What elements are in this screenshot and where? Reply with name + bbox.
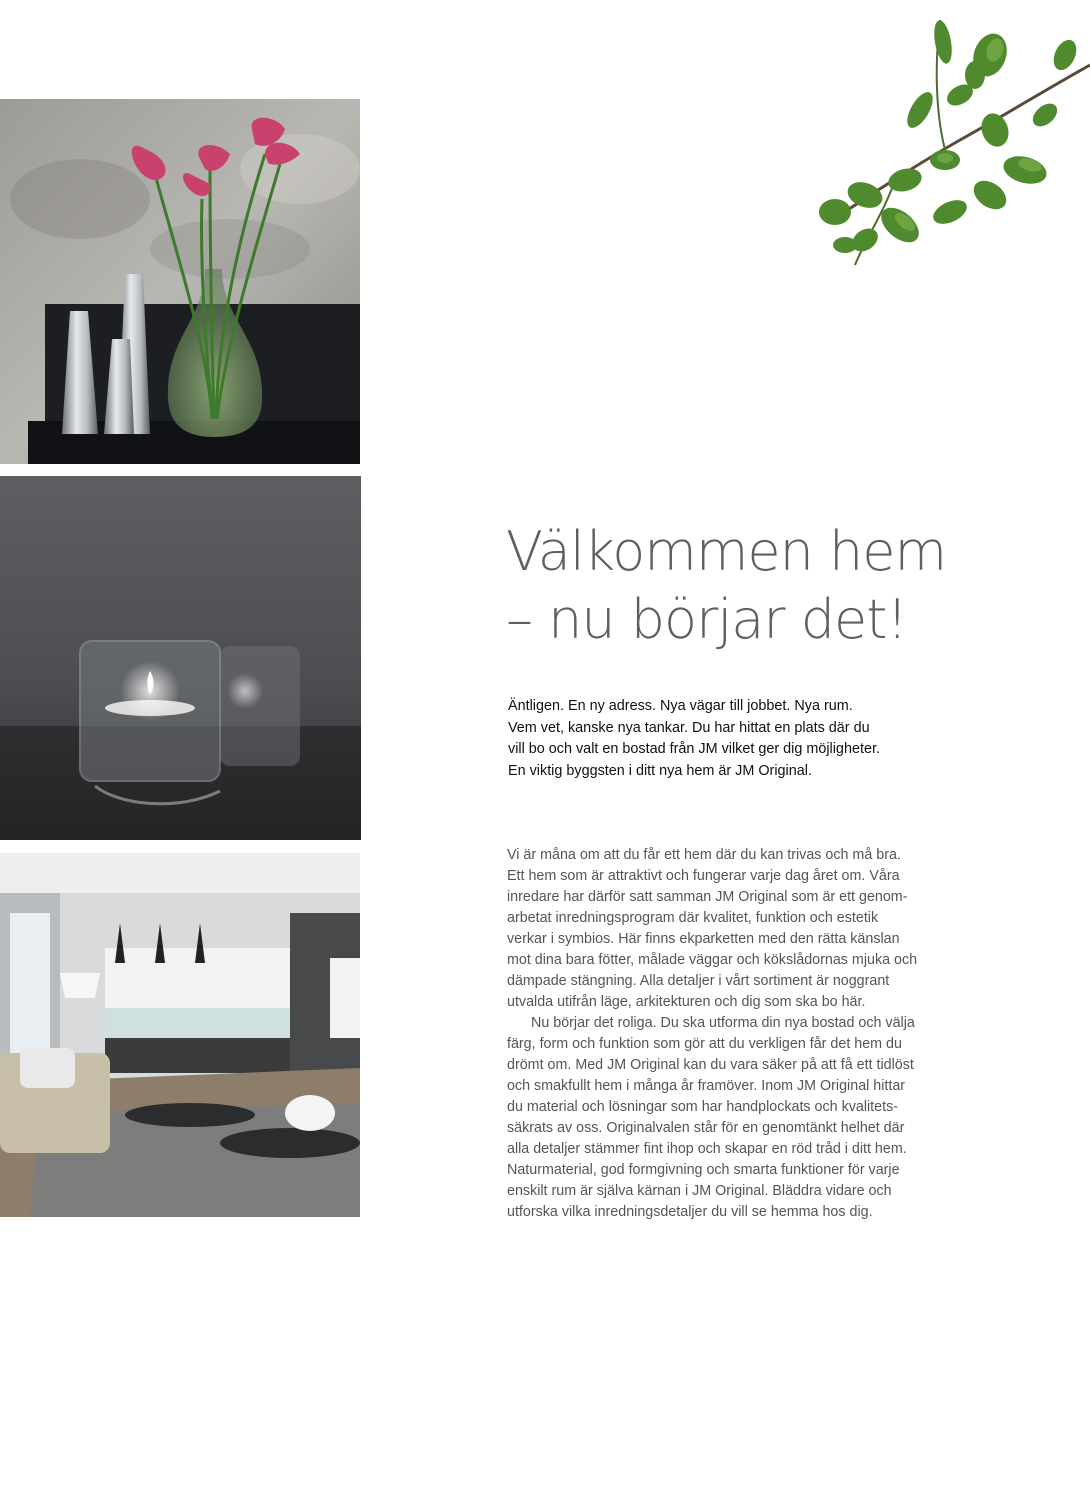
body-line: dämpade stängning. Alla detaljer i vårt sortiment är noggrant: [507, 973, 890, 989]
body-line: alla detaljer stämmer fint ihop och skapar en röd tråd i ditt hem.: [507, 1141, 907, 1157]
candles-illustration: [0, 476, 361, 840]
candles-photo: [0, 476, 361, 840]
body-line: färg, form och funktion som gör att du verkligen får det hem du: [507, 1036, 902, 1052]
branch-photo: [745, 0, 1090, 305]
flowers-photo: [0, 99, 360, 464]
body-line: Ett hem som är attraktivt och fungerar varje dag året om. Våra: [507, 868, 900, 884]
body-line: Nu börjar det roliga. Du ska utforma din nya bostad och välja: [531, 1015, 915, 1031]
intro-line: vill bo och valt en bostad från JM vilket ger dig möjligheter.: [508, 741, 880, 757]
intro-line: Äntligen. En ny adress. Nya vägar till jobbet. Nya rum.: [508, 698, 853, 714]
intro-paragraph: [508, 696, 968, 782]
body-line: verkar i symbios. Här finns ekparketten med den rätta känslan: [507, 931, 900, 947]
body-line: enskilt rum är själva kärnan i JM Original. Bläddra vidare och: [507, 1183, 892, 1199]
title-line: Välkommen hem: [506, 520, 947, 583]
body-line: och smakfullt hem i många år framöver. Inom JM Original hittar: [507, 1078, 906, 1094]
intro-line: En viktig byggsten i ditt nya hem är JM Original.: [508, 762, 812, 779]
body-line: drömt om. Med JM Original kan du vara säker på att få ett tidlöst: [507, 1057, 914, 1073]
body-line: Vi är måna om att du får ett hem där du kan trivas och må bra.: [507, 847, 901, 863]
body-line: säkrats av oss. Originalvalen står för en genomtänkt helhet där: [507, 1120, 905, 1136]
interior-illustration: [0, 853, 360, 1217]
body-line: mot dina bara fötter, målade väggar och kökslådornas mjuka och: [507, 952, 918, 968]
body-line: utforska vilka inredningsdetaljer du vill se hemma hos dig.: [507, 1204, 873, 1220]
body-line: inredare har därför satt samman JM Original som är ett genom-: [507, 889, 908, 905]
title-line: – nu börjar det!: [506, 588, 908, 651]
body-text: [507, 845, 977, 1223]
intro-line: Vem vet, kanske nya tankar. Du har hittat en plats där du: [508, 719, 870, 736]
page-title: [506, 518, 1026, 654]
flowers-illustration: [0, 99, 360, 464]
interior-photo: [0, 853, 360, 1217]
body-line: Naturmaterial, god formgivning och smarta funktioner för varje: [507, 1162, 900, 1178]
body-line: arbetat inredningsprogram där kvalitet, funktion och estetik: [507, 910, 879, 926]
body-line: du material och lösningar som har handplockats och kvalitets-: [507, 1099, 898, 1115]
body-line: utvalda utifrån läge, arkitekturen och dig som ska bo här.: [507, 994, 866, 1010]
branch-illustration: [745, 0, 1090, 305]
